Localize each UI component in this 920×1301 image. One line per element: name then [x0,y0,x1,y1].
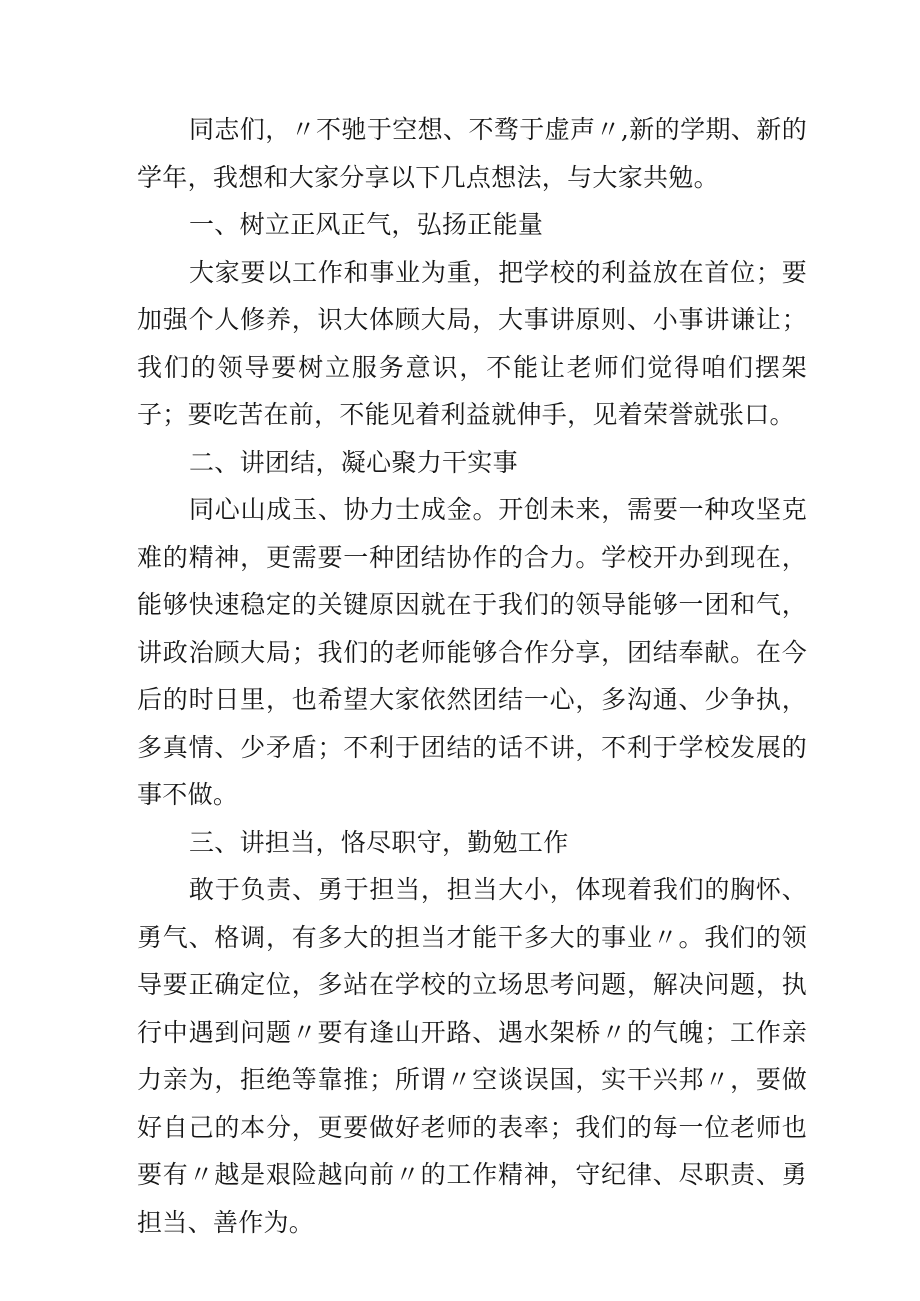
document-body [137,106,807,1246]
paragraph-intro: 同志们，〃不驰于空想、不骛于虚声〃,新的学期、新的学年，我想和大家分享以下几点想法，与大家共勉。 [137,115,807,192]
paragraph-section-1: 大家要以工作和事业为重，把学校的利益放在首位；要加强个人修养，识大体顾大局，大事讲原则、小事讲谦让；我们的领导要树立服务意识，不能让老师们觉得咱们摆架子；要吃苦在前，不能见着利益就伸手，见着荣誉就张口。 [137,257,807,429]
section-heading-1: 一、树立正风正气，弘扬正能量 [189,210,544,239]
paragraph-section-3: 敢于负责、勇于担当，担当大小，体现着我们的胸怀、勇气、格调，有多大的担当才能干多大的事业〃。我们的领导要正确定位，多站在学校的立场思考问题，解决问题，执行中遇到问题〃要有逢山开路、遇水架桥〃的气魄；工作亲力亲为，拒绝等靠推；所谓〃空谈误国，实干兴邦〃，要做好自己的本分，更要做好老师的表率；我们的每一位老师也要有〃越是艰险越向前〃的工作精神，守纪律、尽职责、勇担当、善作为。 [137,875,807,1237]
paragraph-section-2: 同心山成玉、协力士成金。开创未来，需要一种攻坚克难的精神，更需要一种团结协作的合力。学校开办到现在，能够快速稳定的关键原因就在于我们的领导能够一团和气，讲政治顾大局；我们的老师能够合作分享，团结奉献。在今后的时日里，也希望大家依然团结一心，多沟通、少争执，多真情、少矛盾；不利于团结的话不讲，不利于学校发展的事不做。 [137,495,807,809]
section-heading-3: 三、讲担当，恪尽职守，勤勉工作 [189,827,569,857]
section-heading-2: 二、讲团结，凝心聚力干实事 [189,447,518,477]
